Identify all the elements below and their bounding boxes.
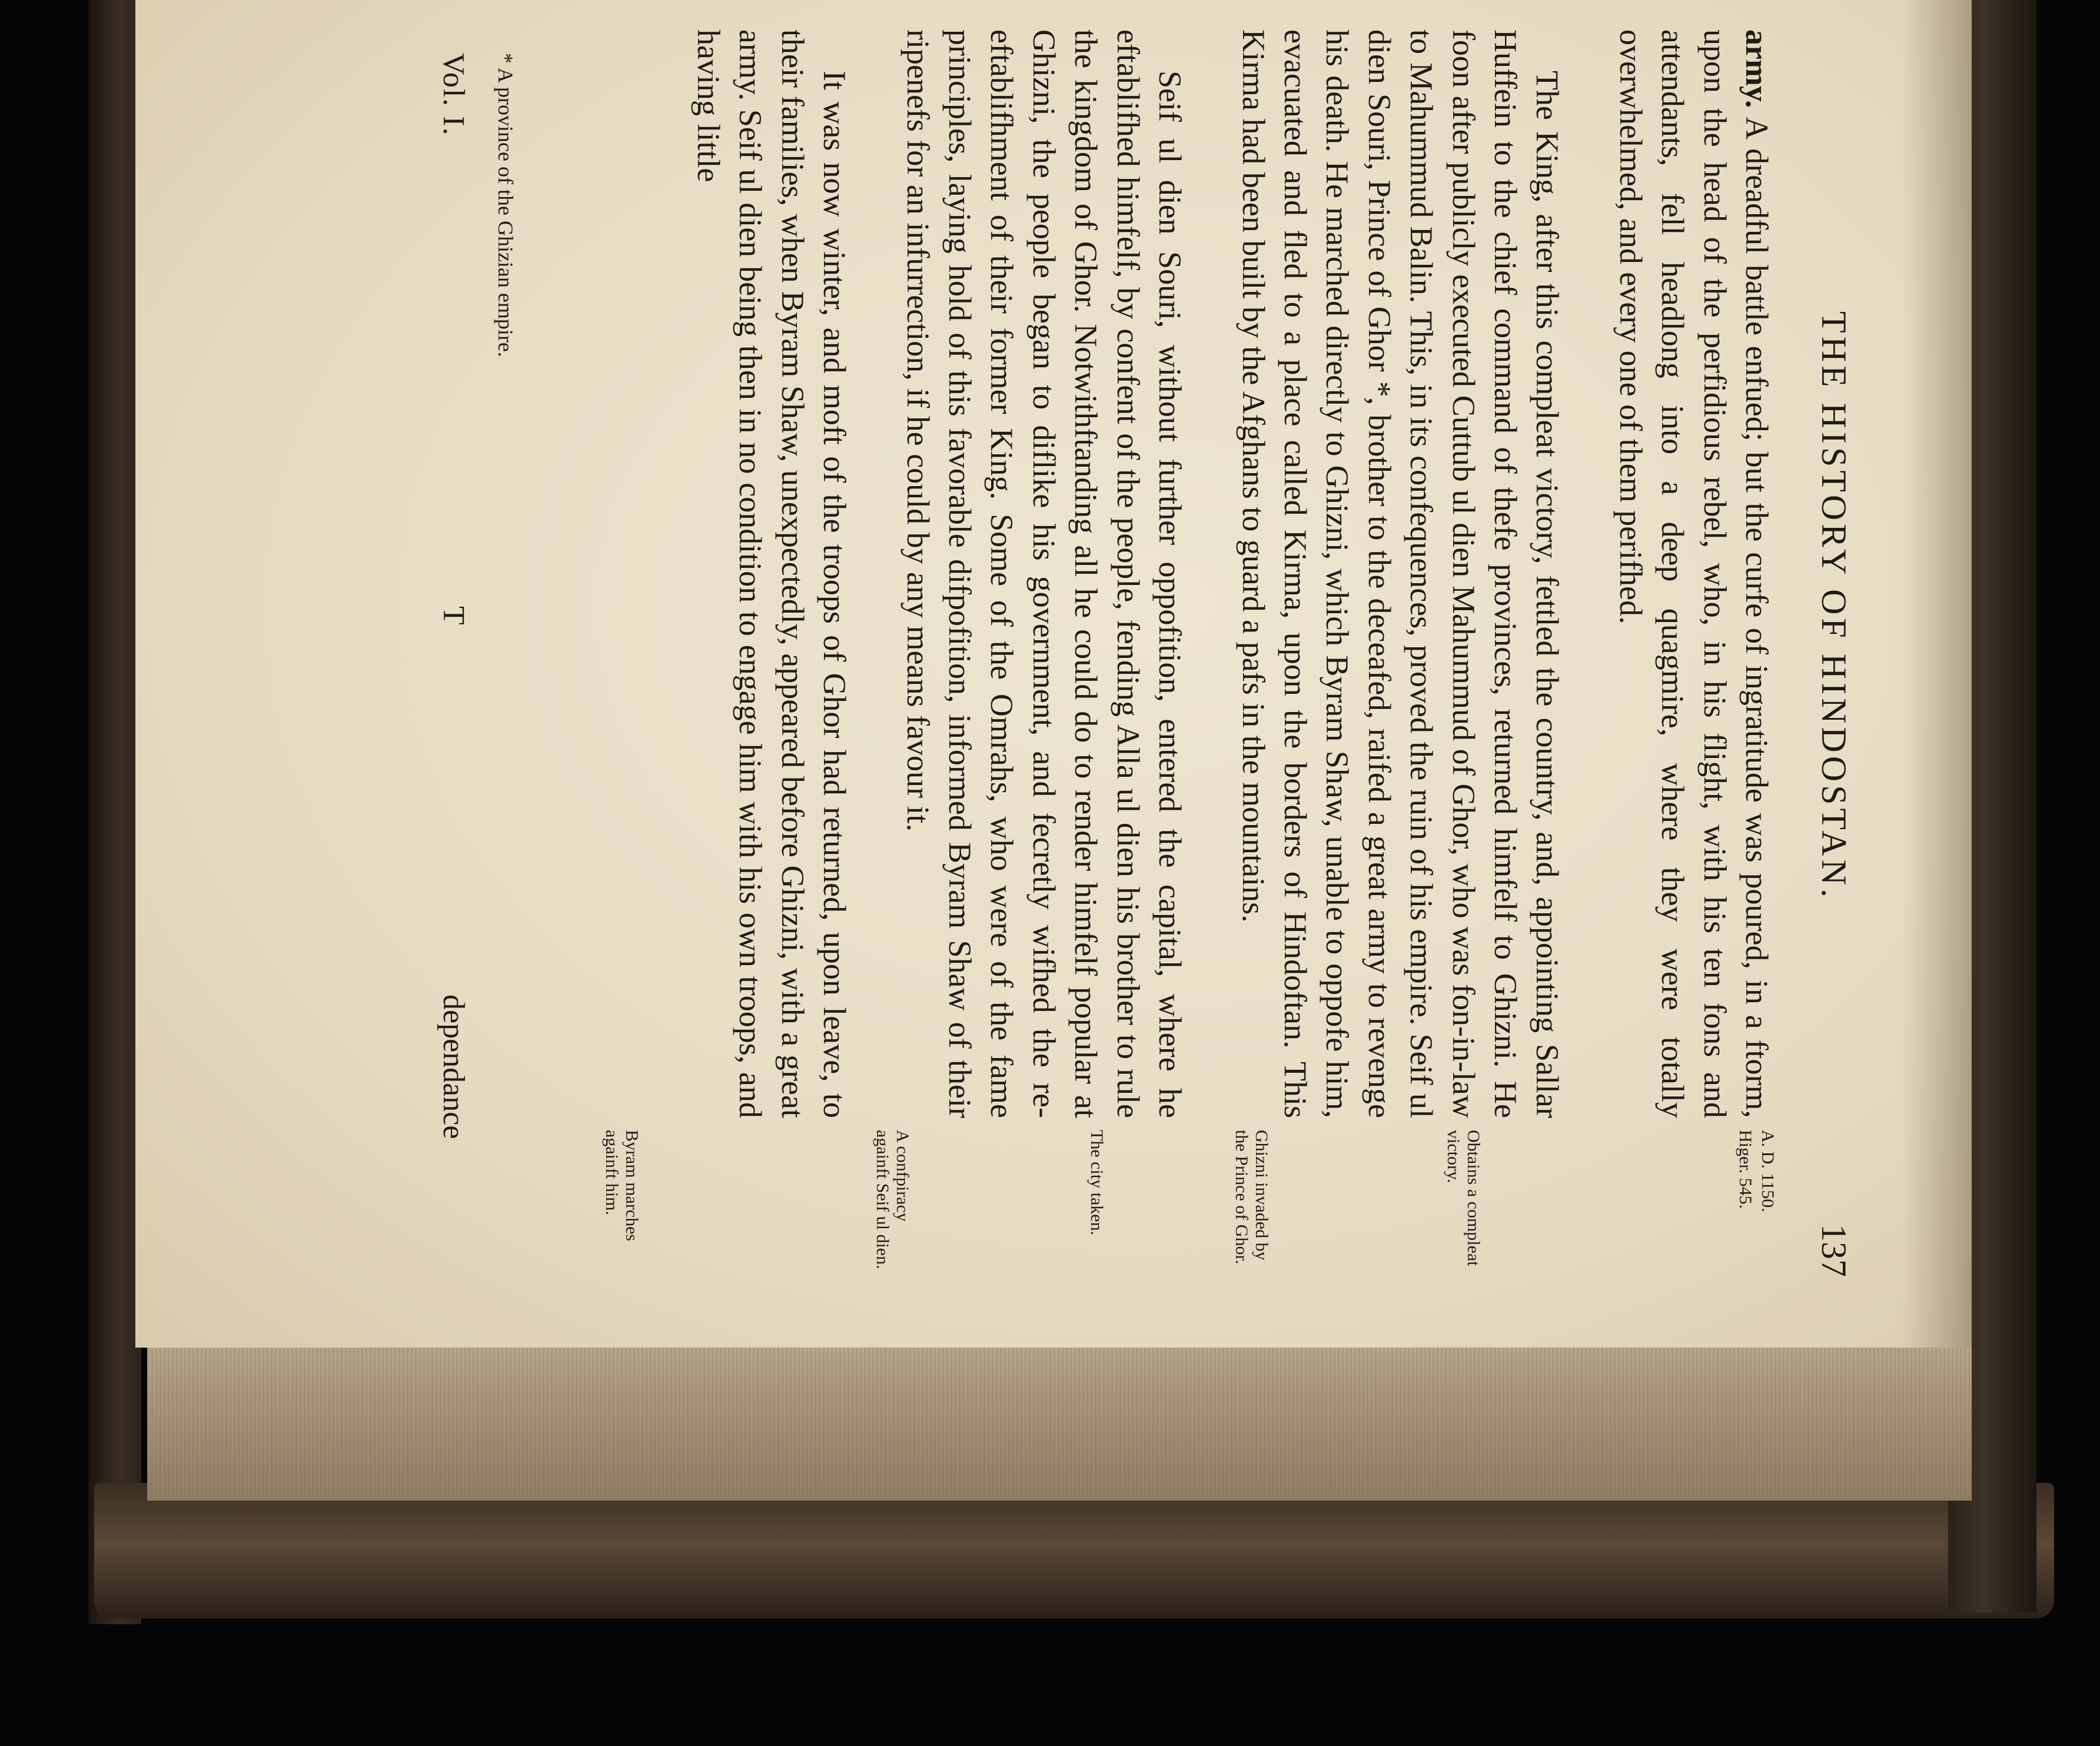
paragraph-2: The King, after this compleat victory, fettled the country, and, appointing Sallar Huffein to the chief command of thefe provinces, returned himfelf to Ghizni. He foon after publicly executed Cuttub ul dien Mahummud of Ghor, who was fon-in-law to Mahummud Balin. This, in its confequences, proved the ruin of his empire. Seif ul dien Souri, Prince of Ghor *, brother to the deceafed, raifed a great army to revenge his death. He marched directly to Ghizni, which Byram Shaw, unable to oppofe him, evacuated and fled to a place called Kirma, upon the borders of Hindoftan. This Kirma had been built by the Afghans to guard a pafs in the mountains. [1235, 29, 1566, 1118]
volume-label: Vol. I. [437, 53, 470, 137]
paragraph-1-text: A dreadful battle enfued; but the curfe of ingratitude was poured, in a ftorm, upon the head of the perfidious rebel, who, in his flight, with his ten fons and attendants, fell headlong into a deep quagmire, where they were totally overwhelmed, and every one of them perifhed. [1613, 29, 1775, 1118]
margin-note-city-taken: The city taken. [1087, 1130, 1107, 1236]
margin-notes [306, 1130, 1777, 1271]
paragraph-3: Seif ul dien Souri, without further oppofition, entered the capital, where he eftablifhed himfelf, by confent of the people, fending Alla ul dien his brother to rule the kingdom of Ghor. Notwithftanding all he could do to render himfelf popular at Ghizni, the people began to diflike his government, and fecretly wifhed the re-eftablifhment of their former King. Some of the Omrahs, who were of the fame principles, laying hold of this favorable difpofition, informed Byram Shaw of their ripenefs for an infurrection, if he could by any means favour it. [900, 29, 1188, 1118]
book-cover-bottom [94, 1483, 2054, 1618]
catchword: dependance [437, 995, 470, 1139]
body-text [687, 29, 1777, 1118]
paragraph-1 [1609, 29, 1777, 1118]
gutter-shadow [1901, 0, 1972, 1348]
margin-note-higer: Higer. 545. [1736, 1130, 1755, 1209]
rotated-page-content [59, 29, 1854, 1359]
page-edges [147, 1342, 1972, 1501]
paragraph-1-lead: army. [1739, 29, 1775, 108]
margin-note-byram-marches: Byram marches againft him. [602, 1130, 642, 1242]
footnote: * A province of the Ghizian empire. [494, 53, 517, 357]
margin-note-invaded: Ghizni invaded by the Prince of Ghor. [1232, 1130, 1271, 1265]
margin-note-victory: Obtains a compleat victory. [1444, 1130, 1483, 1266]
paragraph-4: It was now winter, and moft of the troops of Ghor had returned, upon leave, to their families, when Byram Shaw, unexpectedly, appeared before Ghizni, with a great army. Seif ul dien being then in no condition to engage him with his own troops, and having little [691, 29, 853, 1118]
margin-note-conspiracy: A confpiracy againft Seif ul dien. [873, 1130, 912, 1269]
page-title: THE HISTORY OF HINDOSTAN. [1815, 311, 1853, 901]
page-footer [437, 29, 530, 1139]
signature-row [436, 29, 471, 1139]
running-head [1801, 29, 1854, 1359]
signature-mark: T [437, 606, 470, 625]
margin-note-date: A. D. 1150. [1758, 1130, 1777, 1212]
page-number: 137 [1815, 1224, 1853, 1277]
